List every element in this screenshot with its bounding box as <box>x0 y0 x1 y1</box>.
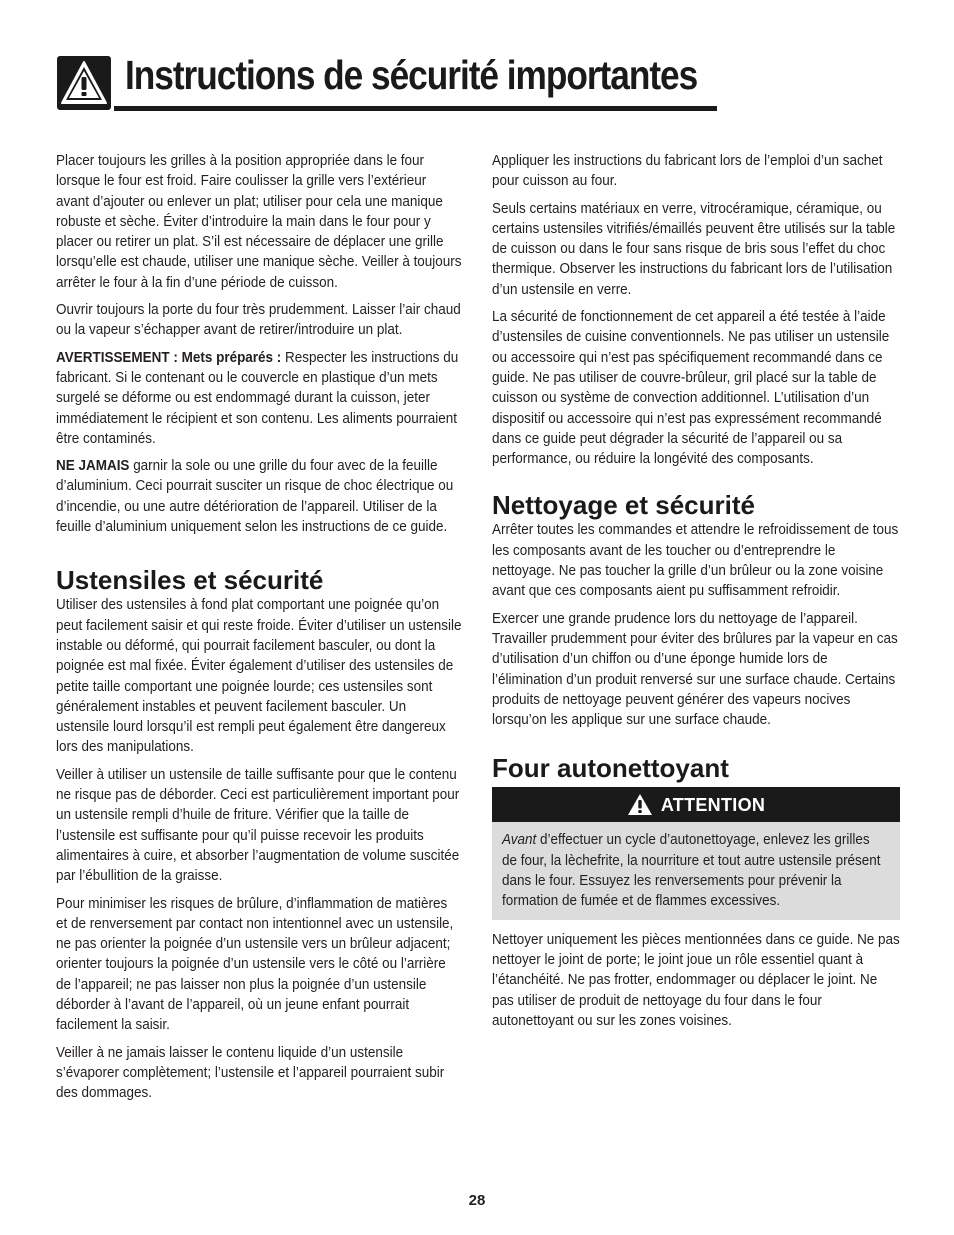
paragraph-nettoyage-1: Arrêter toutes les commandes et attendre le refroidissement de tous les composants avant de les toucher ou d’entreprendre le nettoyage. Ne pas toucher la grille d’un brûleur ou la zone voisine avant que ces composants aient pu suffisamment refroidir. <box>492 522 899 600</box>
paragraph-porte: Ouvrir toujours la porte du four très prudemment. Laisser l’air chaud ou la vapeur s’échapper avant de retirer/introduire un plat. <box>56 302 461 339</box>
left-column <box>56 151 464 1110</box>
paragraph-verre: Seuls certains matériaux en verre, vitrocéramique, céramique, ou certains ustensiles vitrifiés/émaillés peuvent être utilisés sur la table de cuisson ou dans le four sans risque de bris sous l’effet du choc thermique. Observer les instructions du fabricant lors de l’utilisation d’un ustensile en verre. <box>492 200 896 298</box>
page-title: Instructions de sécurité importantes <box>125 52 698 98</box>
heading-ustensiles: Ustensiles et sécurité <box>56 565 324 596</box>
paragraph-ustensiles-1: Utiliser des ustensiles à fond plat comportant une poignée qu’on peut facilement saisir et qui reste froide. Éviter d’utiliser un ustensile instable ou déformé, qui pourrait facilement basculer, ou dont la poignée est mal fixée. Éviter également d’utiliser des ustensiles de petite taille comportant une poignée lourde; ces ustensiles sont généralement instables et peuvent facilement basculer. Un ustensile lourd lorsqu’il est rempli peut également être dangereux lors des manipulations. <box>56 597 462 756</box>
heading-nettoyage: Nettoyage et sécurité <box>492 490 755 521</box>
ne-jamais-text: garnir la sole ou une grille du four avec de la feuille d’aluminium. Ceci pourrait susciter un risque de choc électrique ou d’incendie, ou une autre détérioration de l’appareil. Utiliser de la feuille d’aluminium uniquement selon les instructions de ce guide. <box>56 458 454 536</box>
attention-label: ATTENTION <box>660 794 766 815</box>
avertissement-text: Respecter les instructions du fabricant. Si le contenant ou le couvercle en plastique d’un mets surgelé se déforme ou est endommagé durant la cuisson, jeter immédiatement le récipient et son contenu. Les aliments pourraient être contaminés. <box>56 349 459 447</box>
avertissement-lead: AVERTISSEMENT : Mets préparés : <box>56 349 282 366</box>
attention-emphasis: Avant <box>502 832 537 849</box>
attention-box <box>492 787 900 919</box>
paragraph-four-autonettoyant: Nettoyer uniquement les pièces mentionnées dans ce guide. Ne pas nettoyer le joint de porte; le joint joue un rôle essentiel quant à l’étanchéité. Ne pas frotter, endommager ou déplacer le joint. Ne pas utiliser de produit de nettoyage du four dans le four autonettoyant ou sur les zones voisines. <box>492 931 900 1029</box>
page-header <box>57 52 717 114</box>
paragraph-securite-fonctionnement: La sécurité de fonctionnement de cet appareil a été testée à l’aide d’ustensiles de cuisine conventionnels. Ne pas utiliser un ustensile ou accessoire qui n’est pas spécifiquement recommandé dans ce guide. Ne pas utiliser de couvre-brûleur, gril placé sur la table de cuisson ou système de convection additionnel. L’utilisation d’un dispositif ou accessoire qui n’est pas expressément recommandé dans ce guide peut dégrader la sécurité de l’appareil ou sa performance, ou réduire la longévité des composants. <box>492 309 890 468</box>
paragraph-ne-jamais <box>56 456 462 537</box>
heading-four-autonettoyant: Four autonettoyant <box>492 753 729 784</box>
title-underline <box>114 106 717 111</box>
paragraph-avertissement <box>56 348 462 449</box>
paragraph-sachet: Appliquer les instructions du fabricant lors de l’emploi d’un sachet pour cuisson au four. <box>492 153 883 190</box>
right-column <box>492 151 902 1038</box>
paragraph-grilles: Placer toujours les grilles à la position appropriée dans le four lorsque le four est froid. Faire coulisser la grille vers l’extérieur avant d’ajouter ou enlever un plat; utiliser pour cela une manique robuste et sèche. Éviter d’introduire la main dans le four pour y placer ou retirer un plat. S’il est nécessaire de déplacer une grille lorsqu’elle est chaude, utiliser une manique sèche. Veiller à toujours arrêter le four à la fin d’une période de cuisson. <box>56 153 462 291</box>
attention-text-rest: d’effectuer un cycle d’autonettoyage, enlevez les grilles de four, la lèchefrite, la nourriture et tout autre ustensile présent dans le four. Essuyez les renversements pour prévenir la formation de fumée et de flammes excessives. <box>502 832 881 910</box>
paragraph-nettoyage-2: Exercer une grande prudence lors du nettoyage de l’appareil. Travailler prudemment pour éviter des brûlures par la vapeur en cas d’utilisation d’un chiffon ou d’une éponge humide lors de l’élimination d’un produit renversé sur une surface chaude. Certains produits de nettoyage peuvent générer des vapeurs nocives lorsqu’on les applique sur une surface chaude. <box>492 610 898 729</box>
attention-header <box>492 787 900 822</box>
attention-body <box>492 822 900 919</box>
paragraph-ustensiles-3: Pour minimiser les risques de brûlure, d’inflammation de matières et de renversement par contact non intentionnel avec un ustensile, ne pas orienter la poignée d’un ustensile vers un brûleur adjacent; orienter toujours la poignée d’un ustensile vers le côté ou l’arrière de l’appareil; ne pas laisser non plus la poignée d’un ustensile déborder à l’avant de l’appareil, où un jeune enfant pourrait facilement la saisir. <box>56 895 454 1034</box>
ne-jamais-lead: NE JAMAIS <box>56 458 130 475</box>
warning-triangle-icon <box>57 56 111 110</box>
paragraph-ustensiles-4: Veiller à ne jamais laisser le contenu liquide d’un ustensile s’évaporer complètement; l’ustensile et l’appareil pourraient subir des dommages. <box>56 1044 445 1102</box>
attention-text <box>502 830 886 911</box>
paragraph-ustensiles-2: Veiller à utiliser un ustensile de taille suffisante pour que le contenu ne risque pas de déborder. Ceci est particulièrement important pour un ustensile rempli d’huile de friture. Vérifier que la taille de l’ustensile est suffisante pour qu’il puisse recevoir les produits alimentaires à cuire, et absorber l’augmentation de volume suscitée par l’ébullition de la graisse. <box>56 766 460 885</box>
page-number: 28 <box>468 1192 486 1209</box>
attention-icon <box>627 793 653 816</box>
